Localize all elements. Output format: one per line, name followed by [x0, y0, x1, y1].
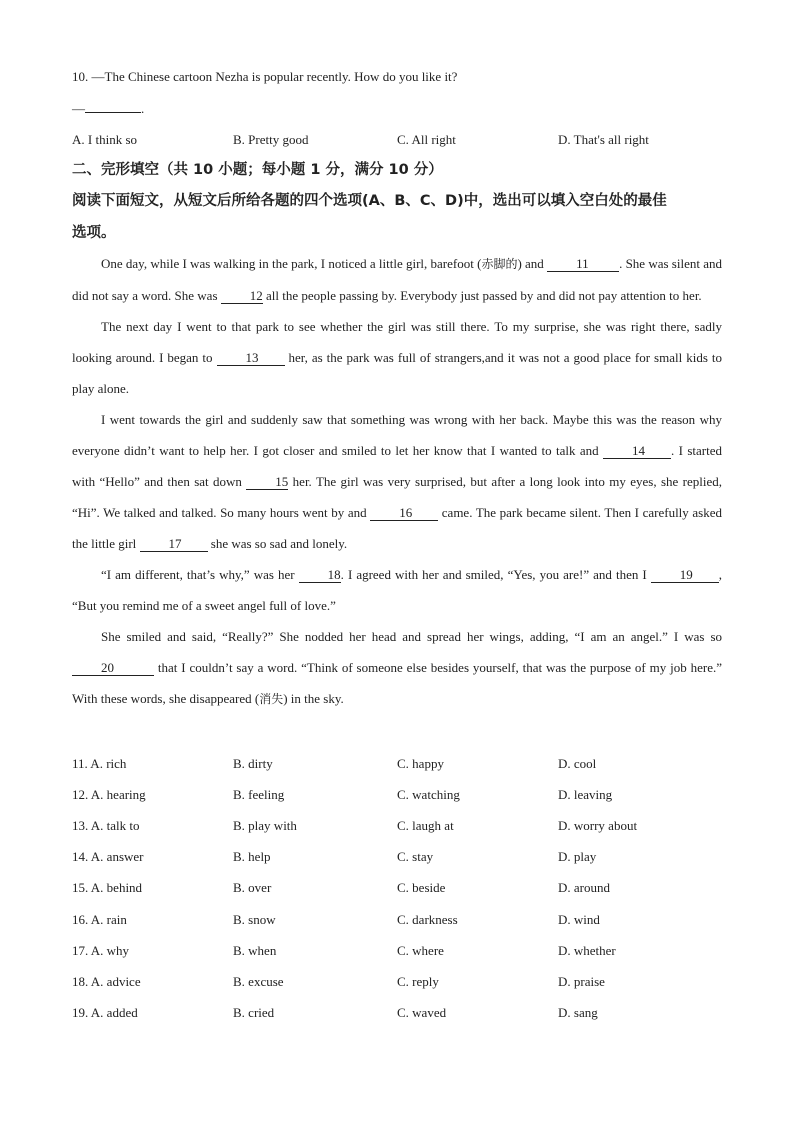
option-16-d: D. wind: [558, 912, 600, 927]
option-11-c: C. happy: [397, 756, 444, 771]
blank-20: 20: [72, 660, 154, 676]
blank-19: 19: [651, 567, 719, 583]
option-13-c: C. laugh at: [397, 818, 454, 833]
passage-paragraph-4: [72, 559, 722, 621]
option-14-c: C. stay: [397, 849, 434, 864]
passage-text: . I agreed with her and smiled, “Yes, you are!” and then I: [340, 567, 651, 582]
passage-text: her. The girl was very surprised, but after a long look into my eyes, she replied, “Hi”. We talked and talked. So many hours went by and: [72, 474, 722, 520]
blank-17: 17: [140, 536, 208, 552]
blank-11: 11: [547, 256, 619, 272]
passage-text: her, as the park was full of strangers,and it was not a good place for small kids to play alone.: [72, 350, 722, 396]
option-11-b: B. dirty: [233, 756, 273, 771]
blank-18: 18: [299, 567, 341, 583]
blank-16: 16: [370, 505, 438, 521]
option-12-a: 12. A. hearing: [72, 787, 146, 802]
q10-option-a: A. I think so: [72, 132, 137, 147]
passage-chinese-gloss: 消失: [259, 692, 284, 706]
option-19-b: B. cried: [233, 1005, 275, 1020]
option-19-a: 19. A. added: [72, 1005, 138, 1020]
q10-option-d: D. That's all right: [558, 132, 649, 147]
option-19-c: C. waved: [397, 1005, 447, 1020]
passage-paragraph-2: [72, 311, 722, 404]
option-16-b: B. snow: [233, 912, 276, 927]
passage-text: , “But you remind me of a sweet angel full of love.”: [72, 567, 723, 613]
q10-option-c: C. All right: [397, 132, 456, 147]
passage-paragraph-3: [72, 404, 722, 559]
passage-text: . I started with “Hello” and then sat down: [72, 443, 722, 489]
option-14-b: B. help: [233, 849, 271, 864]
q10-option-b: B. Pretty good: [233, 132, 309, 147]
option-12-d: D. leaving: [558, 787, 613, 802]
option-16-a: 16. A. rain: [72, 912, 127, 927]
q10-stem: 10. —The Chinese cartoon Nezha is popular recently. How do you like it?: [72, 69, 458, 84]
option-12-b: B. feeling: [233, 787, 285, 802]
option-14-d: D. play: [558, 849, 597, 864]
section-instruction-line2: 选项。: [72, 225, 116, 241]
blank-12: 12: [221, 288, 263, 304]
passage-text: ) and: [517, 256, 548, 271]
passage-text: She smiled and said, “Really?” She nodded her head and spread her wings, adding, “I am an angel.” I was so: [101, 629, 722, 644]
passage-text: all the people passing by. Everybody just passed by and did not pay attention to her.: [262, 288, 702, 303]
passage-text: came. The park became silent. Then I carefully asked the little girl: [72, 505, 722, 551]
options-row-13: [72, 817, 732, 835]
passage-paragraph-1: [72, 248, 722, 311]
option-14-a: 14. A. answer: [72, 849, 144, 864]
section-title: 二、完形填空（共 10 小题；每小题 1 分，满分 10 分）: [72, 162, 443, 178]
passage-paragraph-5: [72, 621, 722, 715]
option-17-d: D. whether: [558, 943, 616, 958]
option-17-b: B. when: [233, 943, 277, 958]
q10-answer-prefix: —: [72, 101, 85, 116]
option-11-d: D. cool: [558, 756, 597, 771]
options-row-12: [72, 786, 732, 804]
option-15-a: 15. A. behind: [72, 880, 143, 895]
option-13-a: 13. A. talk to: [72, 818, 140, 833]
option-18-b: B. excuse: [233, 974, 284, 989]
options-row-11: [72, 755, 732, 773]
q10-answer-blank: [85, 112, 141, 113]
q10-answer-suffix: .: [141, 101, 145, 116]
option-16-c: C. darkness: [397, 912, 458, 927]
section-instruction-line1: 阅读下面短文，从短文后所给各题的四个选项(A、B、C、D)中，选出可以填入空白处的最佳: [72, 193, 667, 209]
options-row-19: [72, 1004, 732, 1022]
option-18-c: C. reply: [397, 974, 439, 989]
option-18-d: D. praise: [558, 974, 605, 989]
option-13-d: D. worry about: [558, 818, 638, 833]
blank-15: 15: [246, 474, 288, 490]
blank-13: 13: [217, 350, 285, 366]
option-17-c: C. where: [397, 943, 444, 958]
option-19-d: D. sang: [558, 1005, 598, 1020]
option-12-c: C. watching: [397, 787, 460, 802]
q10-answer-line: [72, 100, 144, 118]
options-row-18: [72, 973, 732, 991]
options-row-16: [72, 911, 732, 929]
option-18-a: 18. A. advice: [72, 974, 141, 989]
passage-text: . She was silent and did not say a word. She was: [72, 256, 722, 303]
option-11-a: 11. A. rich: [72, 756, 127, 771]
passage-text: One day, while I was walking in the park, I noticed a little girl, barefoot (: [101, 256, 482, 271]
q10-options: [72, 131, 732, 149]
passage-text: ) in the sky.: [283, 691, 344, 706]
blank-14: 14: [603, 443, 671, 459]
options-row-14: [72, 848, 732, 866]
option-13-b: B. play with: [233, 818, 297, 833]
options-row-17: [72, 942, 732, 960]
passage: [72, 248, 722, 715]
option-15-c: C. beside: [397, 880, 446, 895]
passage-text: I went towards the girl and suddenly saw that something was wrong with her back. Maybe this was the reason why everyone didn’t want to help her. I got closer and smiled to let her know that I wanted to talk and: [72, 412, 722, 458]
passage-chinese-gloss: 赤脚的: [481, 257, 518, 271]
option-15-b: B. over: [233, 880, 272, 895]
option-17-a: 17. A. why: [72, 943, 130, 958]
passage-text: The next day I went to that park to see whether the girl was still there. To my surprise, she was right there, sadly looking around. I began to: [72, 319, 722, 365]
passage-text: she was so sad and lonely.: [207, 536, 348, 551]
options-row-15: [72, 879, 732, 897]
passage-text: that I couldn’t say a word. “Think of someone else besides yourself, that was the purpose of my job here.” With these words, she disappeared (: [72, 660, 722, 706]
passage-text: “I am different, that’s why,” was her: [101, 567, 299, 582]
option-15-d: D. around: [558, 880, 610, 895]
